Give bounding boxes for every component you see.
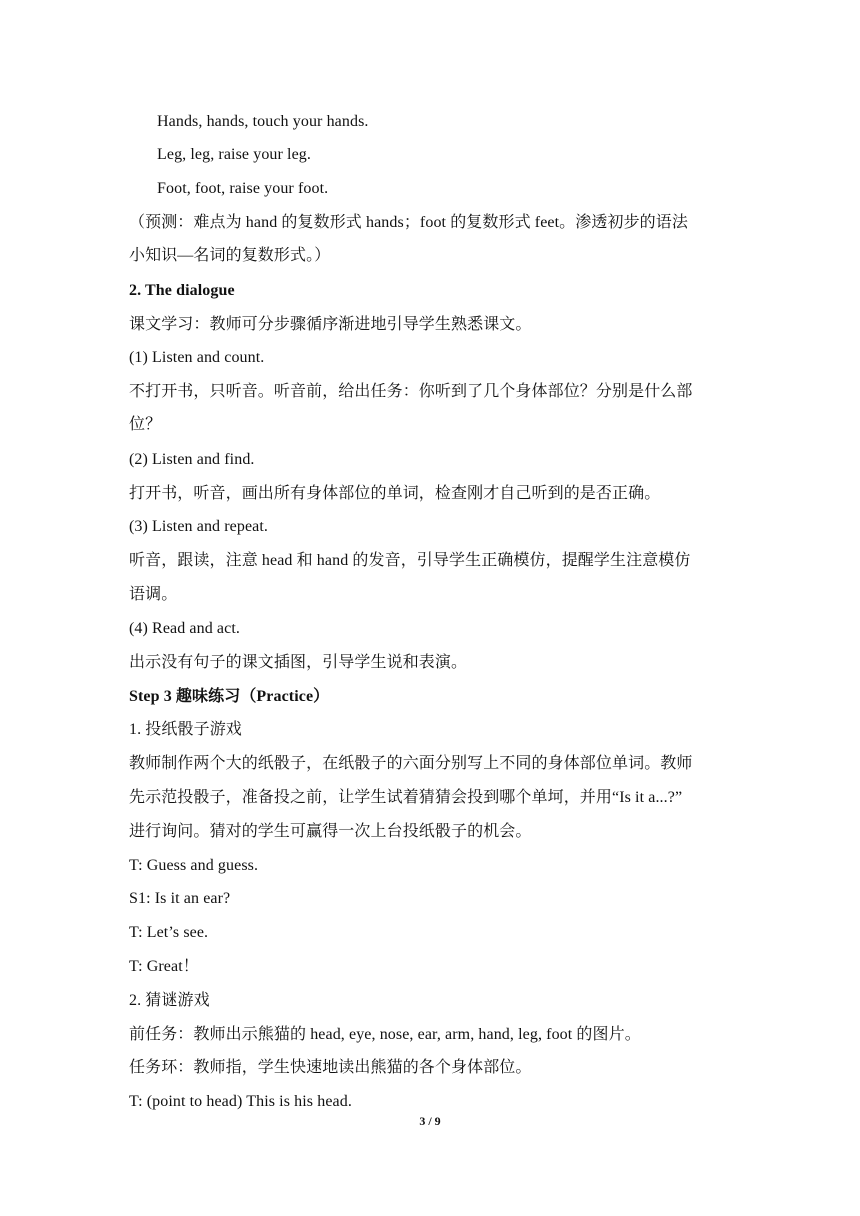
paragraph-text: 打开书，听音，画出所有身体部位的单词，检查刚才自己听到的是否正确。 [129, 485, 661, 502]
paragraph-text: 位？ [129, 416, 162, 433]
paragraph-text: 课文学习：教师可分步骤循序渐进地引导学生熟悉课文。 [129, 316, 532, 333]
activity-heading-dice: 1. 投纸骰子游戏 [129, 721, 242, 738]
page-number: 3 / 9 [419, 1114, 441, 1128]
dialogue-line: S1: Is it an ear? [129, 890, 231, 907]
dialogue-line: T: (point to head) This is his head. [129, 1093, 352, 1110]
paragraph-text: 出示没有句子的课文插图，引导学生说和表演。 [129, 654, 468, 671]
step-listen-repeat: (3) Listen and repeat. [129, 518, 269, 535]
step-listen-find: (2) Listen and find. [129, 451, 255, 468]
paragraph-text: 听音，跟读，注意 head 和 hand 的发音，引导学生正确模仿，提醒学生注意模仿 [129, 552, 691, 569]
dialogue-line: T: Guess and guess. [129, 857, 259, 874]
section-heading-practice: Step 3 趣味练习（Practice） [129, 688, 330, 705]
paragraph-text: 前任务：教师出示熊猫的 head, eye, nose, ear, arm, hand, leg, foot 的图片。 [129, 1026, 641, 1043]
activity-heading-riddle: 2. 猜谜游戏 [129, 992, 210, 1009]
chant-line-hands: Hands, hands, touch your hands. [157, 113, 369, 130]
prediction-note-line-1: （预测：难点为 hand 的复数形式 hands；foot 的复数形式 feet。渗透初步的语法 [129, 214, 688, 231]
paragraph-text: 先示范投骰子，准备投之前，让学生试着猜猜会投到哪个单坷，并用“Is it a...?” [129, 789, 683, 806]
prediction-note-line-2: 小知识—名词的复数形式。） [129, 247, 331, 264]
chant-line-leg: Leg, leg, raise your leg. [157, 146, 311, 163]
paragraph-text: 不打开书，只听音。听音前，给出任务：你听到了几个身体部位？分别是什么部 [129, 383, 693, 400]
dialogue-line: T: Great！ [129, 958, 199, 975]
paragraph-text: 语调。 [129, 586, 178, 603]
chant-line-foot: Foot, foot, raise your foot. [157, 180, 329, 197]
paragraph-text: 任务环：教师指，学生快速地读出熊猫的各个身体部位。 [129, 1059, 532, 1076]
dialogue-line: T: Let’s see. [129, 924, 209, 941]
step-read-act: (4) Read and act. [129, 620, 240, 637]
step-listen-count: (1) Listen and count. [129, 349, 265, 366]
section-heading-dialogue: 2. The dialogue [129, 282, 235, 299]
paragraph-text: 教师制作两个大的纸骰子，在纸骰子的六面分别写上不同的身体部位单词。教师 [129, 755, 693, 772]
paragraph-text: 进行询问。猜对的学生可赢得一次上台投纸骰子的机会。 [129, 823, 532, 840]
